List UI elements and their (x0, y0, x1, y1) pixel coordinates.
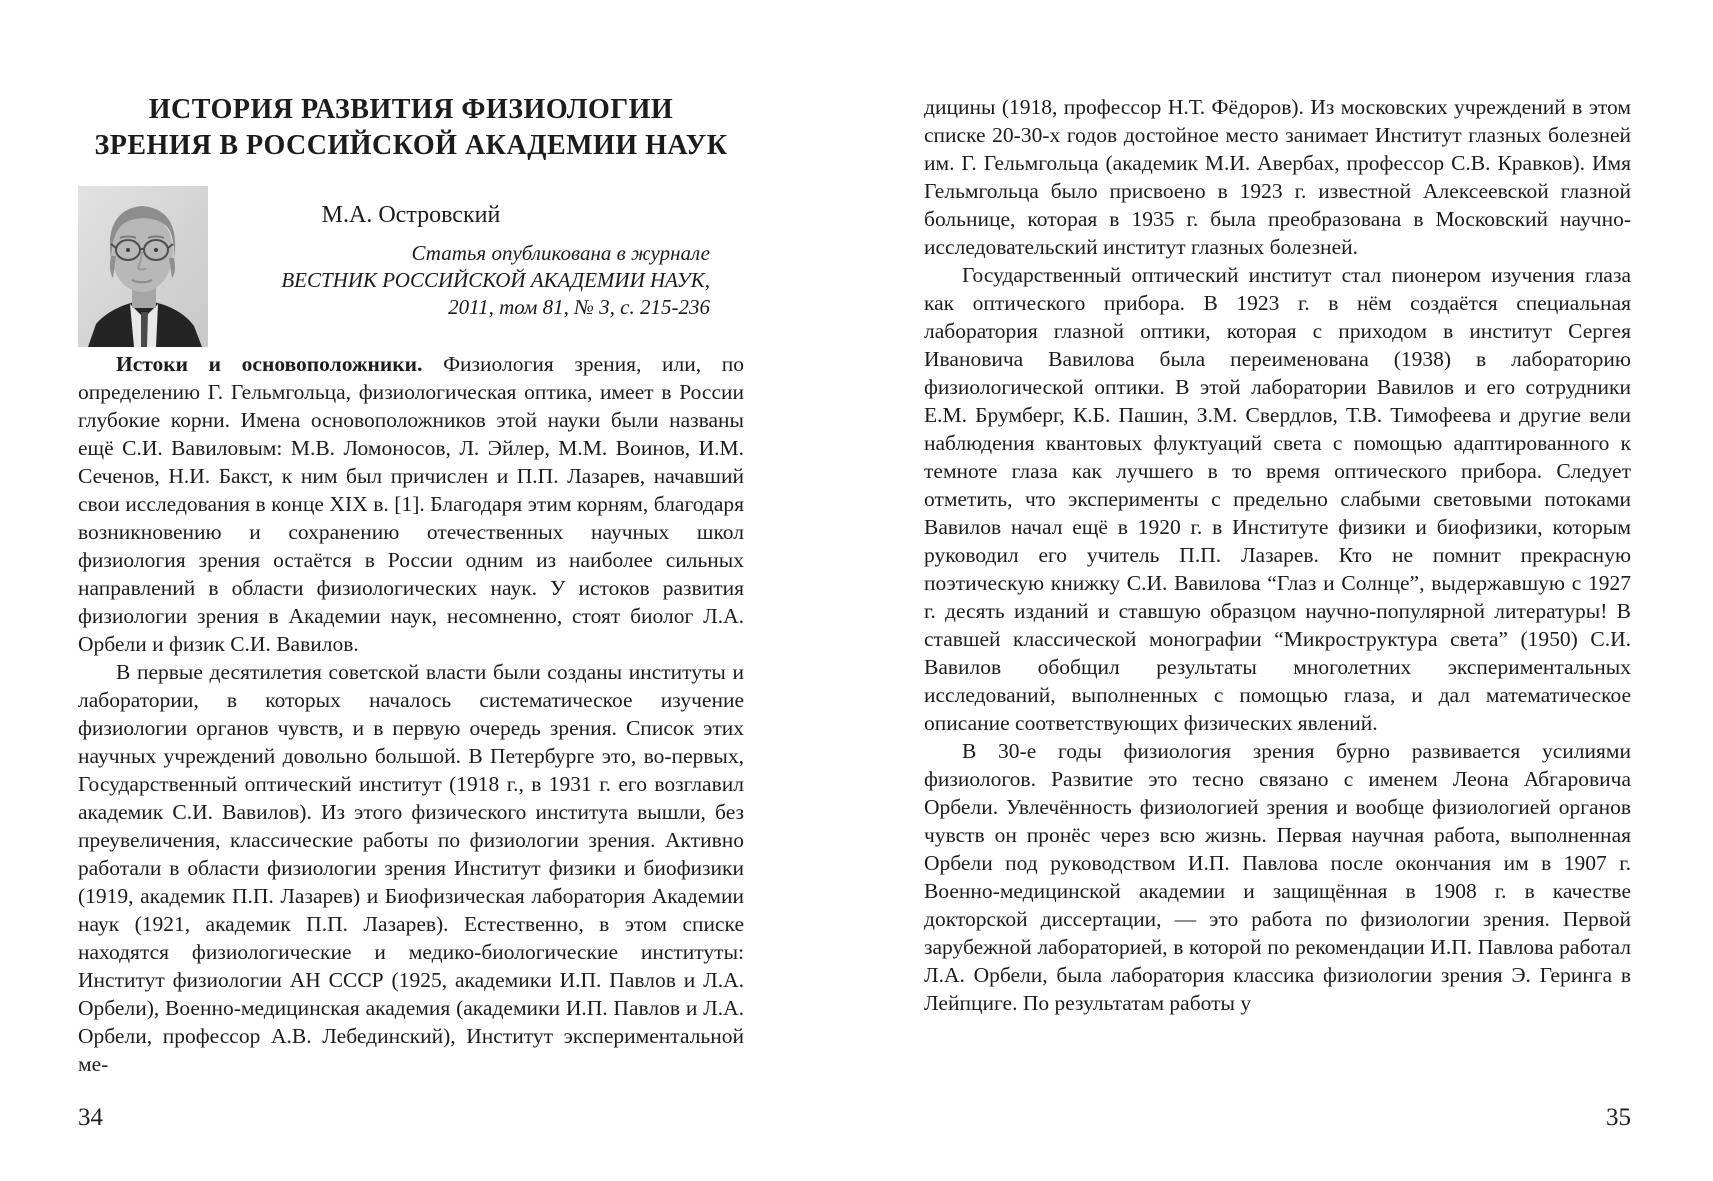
article-title (78, 0, 744, 164)
paragraph-lead-bold: Истоки и основоположники. (116, 352, 423, 376)
byline-row (78, 184, 744, 348)
paragraph-soviet-institutes: В первые десятилетия советской власти были созданы институты и лаборатории, в которых началось систематическое изучение физиологии органов чувств, и в первую очередь зрения. Список этих научных учреждений довольно большой. В Петербурге это, во-первых, Государственный оптический институт (1918 г., в 1931 г. его возглавил академик С.И. Вавилов). Из этого физического института вышли, без преувеличения, классические работы по физиологии зрения. Активно работали в области физиологии зрения Институт физики и биофизики (1919, академик П.П. Лазарев) и Биофизическая лаборатория Академии наук (1921, академик П.П. Лазарев). Естественно, в этом списке находятся физиологические и медико-биологические институты: Институт физиологии АН СССР (1925, академики И.П. Павлов и Л.А. Орбели), Военно-медицинская академия (академики И.П. Павлов и Л.А. Орбели, профессор А.В. Лебединский), Институт экспериментальной ме- (78, 660, 744, 1076)
publication-note-line-2: ВЕСТНИК РОССИЙСКОЙ АКАДЕМИИ НАУК, (281, 268, 710, 292)
paragraph-origins-text: Физиология зрения, или, по определению Г. Гельмгольца, физиологическая оптика, имеет в России глубокие корни. Имена основоположников этой науки были названы ещё С.И. Вавиловым: М.В. Ломоносов, Л. Эйлер, М.М. Воинов, И.М. Сеченов, Н.И. Бакст, к ним был причислен и П.П. Лазарев, начавший свои исследования в конце XIX в. [1]. Благодаря этим корням, благодаря возникновению и сохранению отечественных научных школ физиология зрения остаётся в России одним из наиболее сильных направлений в области физиологических наук. У истоков развития физиологии зрения в Академии наук, несомненно, стоят биолог Л.А. Орбели и физик С.И. Вавилов. (78, 352, 744, 656)
author-portrait-photo (78, 186, 208, 347)
article-title-line-2: ЗРЕНИЯ В РОССИЙСКОЙ АКАДЕМИИ НАУК (94, 130, 728, 161)
publication-note-line-1: Статья опубликована в журнале (411, 241, 710, 265)
paragraph-medicine-continuation: дицины (1918, профессор Н.Т. Фёдоров). Из московских учреждений в этом списке 20-30-х годов достойное место занимает Институт глазных болезней им. Г. Гельмгольца (академик М.И. Авербах, профессор С.В. Кравков). Имя Гельмгольца было присвоено в 1923 г. известной Алексеевской глазной больнице, которая в 1935 г. была преобразована в Московский научно- исследовательский институт глазных болезней. (924, 95, 1631, 259)
left-page-body (78, 350, 744, 1078)
left-page (78, 0, 744, 1181)
publication-note-line-3: 2011, том 81, № 3, с. 215-236 (448, 295, 710, 319)
tie-shape (141, 312, 148, 347)
page-number-right: 35 (1606, 1104, 1631, 1131)
paragraph-1930s-orbeli: В 30-е годы физиология зрения бурно развивается усилиями физиологов. Развитие это тесно связано с именем Леона Абгаровича Орбели. Увлечённость физиологией зрения и вообще физиологией органов чувств он пронёс через всю жизнь. Первая научная работа, выполненная Орбели под руководством И.П. Павлова после окончания им в 1907 г. Военно-медицинской академии и защищённая в 1908 г. в качестве докторской диссертации, — это работа по физиологии зрения. Первой зарубежной лабораторией, в которой по рекомендации И.П. Павлова работал Л.А. Орбели, была лаборатория классика физиологии зрения Э. Геринга в Лейпциге. По результатам работы у (924, 739, 1631, 1015)
paragraph-origins (78, 350, 744, 658)
right-page-body (924, 0, 1631, 1017)
article-title-line-1: ИСТОРИЯ РАЗВИТИЯ ФИЗИОЛОГИИ (148, 94, 674, 125)
paragraph-optical-institute: Государственный оптический институт стал пионером изучения глаза как оптического прибора. В 1923 г. в нём создаётся специальная лаборатория глазной оптики, которая с приходом в институт Сергея Ивановича Вавилова была переименована (1938) в лабораторию физиологической оптики. В этой лаборатории Вавилов и его сотрудники Е.М. Брумберг, К.Б. Пашин, З.М. Свердлов, Т.В. Тимофеева и другие вели наблюдения квантовых флуктуаций света с помощью адаптированного к темноте глаза как лучшего в то время оптического прибора. Следует отметить, что эксперименты с предельно слабыми световыми потоками Вавилов начал ещё в 1920 г. в Институте физики и биофизики, которым руководил его учитель П.П. Лазарев. Кто не помнит прекрасную поэтическую книжку С.И. Вавилова “Глаз и Солнце”, выдержавшую с 1927 г. десять изданий и ставшую образцом научно-популярной литературы! В ставшей классической монографии “Микроструктура света” (1950) С.И. Вавилов обобщил результаты многолетних экспериментальных исследований, выполненных с помощью глаза, и дал математическое описание соответствующих физических явлений. (924, 263, 1631, 735)
eye-right (154, 248, 158, 252)
right-page (924, 0, 1631, 1181)
author-name: М.А. Островский (321, 202, 501, 228)
eye-left (126, 248, 130, 252)
page-number-left: 34 (78, 1104, 103, 1131)
author-portrait-graphic (78, 186, 208, 347)
